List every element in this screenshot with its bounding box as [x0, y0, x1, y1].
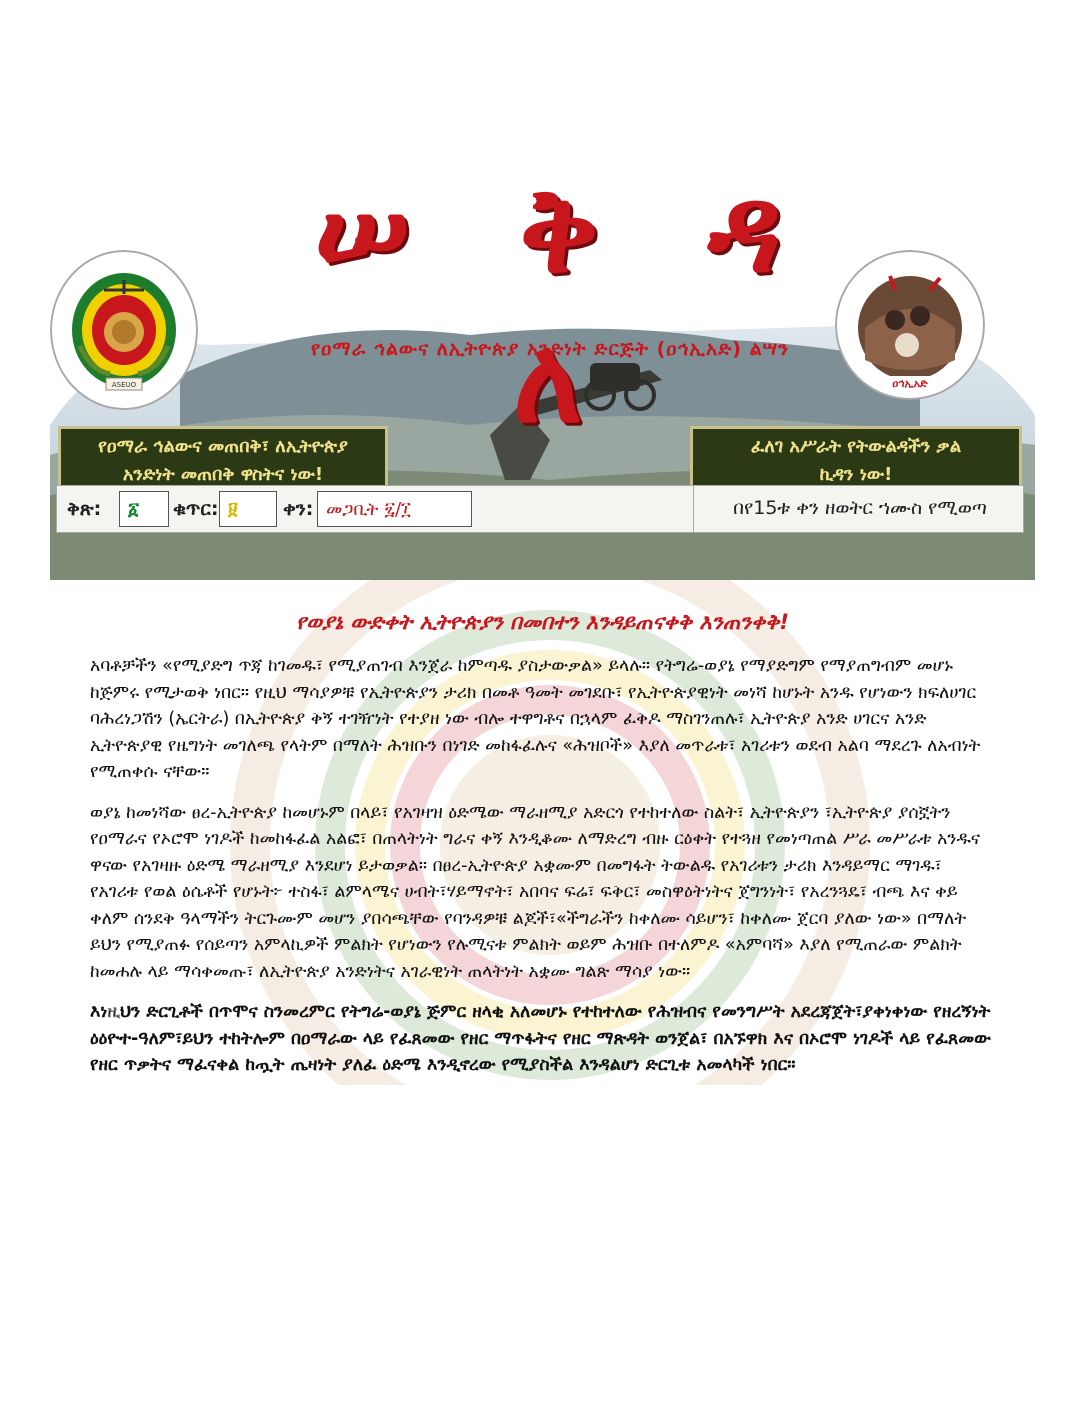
motto-box-right: [690, 426, 1022, 490]
number-label: ቁጥር:: [173, 498, 219, 520]
organization-seal-left: [50, 250, 198, 410]
article-paragraph-3: እነዚህን ድርጊቶች በጥሞና ስንመረምር የትግሬ-ወያኔ ጅምር ዘላቂ አለመሆኑ የተከተለው የሕዝብና የመንግሥት አደረጃጀት፣ያቀነቀነው የዘረኝነት ዕዕዮተ-ዓለም፣ይህን ተከትሎም በዐማራው ላይ የፈጸመው የዘር ማጥፋትና የዘር ማጽዳት ወንጀል፣ በአኙዋክ እና በኦሮሞ ነገዶች ላይ የፈጸመው የዘር ጥቃትና ማፈናቀል ከጧት ጤዛነት ያለፈ ዕድሜ እንዲኖረው የሚያስችል እንዳልሆነ ድርጊቱ አመላካች ነበር።: [90, 1002, 991, 1075]
masthead: [50, 160, 1035, 540]
newspaper-subtitle: የዐማራ ኅልውና ለኢትዮጵያ አንድነት ድርጅት (ዐኅኢአድ) ልሣን: [310, 338, 790, 360]
motto-left-line-2: አንድነት መጠበቅ ዋስትና ነው!: [122, 464, 324, 485]
article-paragraph-2: ወያኔ ከመነሻው ፀረ-ኢትዮጵያ ከመሆኑም በላይ፣ የአገዛዝ ዕድሜው ማራዘሚያ አድርጎ የተከተለው ስልት፣ ኢትዮጵያን ፣ኢትዮጵያ ያሰኟትን የዐማራና የኦሮሞ ነገዶች ከመከፋፈል አልፎ፣ በጠላትነት ግራና ቀኝ እንዲቆሙ ለማድረግ ብዙ ርዕቀት የተጓዘ የመነጣጠል ሥራ መሥራቱ አንዱና ዋናው የአገዛዙ ዕድሜ ማራዘሚያ እንደሆነ ይታወቃል። በፀረ-ኢትዮጵያ አቋሙም በመግፋት ትውልዱ የአገሪቱን ታሪክ እንዳይማር ማገዱ፣ የአገሪቱ የወል ዕሴቶች የሆኑት፦ ተስፋ፣ ልምላሜና ሀብት፣ሃይማኖት፣ አበባና ፍሬ፣ ፍቅር፣ መስዋዕትነትና ጀግንነት፣ የአረንጓዴ፣ ብጫ እና ቀይ ቀለም ሰንደቅ ዓላማችን ትርጉሙም መሆን ያበሳጫቸው የባንዳዎቹ ልጆች፣«ችግራችን ከቀለሙ ሳይሆን፣ ከቀለሙ ጀርባ ያለው ነው» በማለት ይህን የሚያጠፉ የሰይጣን አምላኪዎች ምልክት የሆነውን የሉሚናቱ ምልክት ወይም ሕዝቡ በተለምዶ «አምባሻ» እያለ የሚጠራው ምልክት ከመሐሉ ላይ ማሳቀመጡ፣ ለኢትዮጵያ አንድነትና አገራዊነት ጠላትነት አቋሙ ግልጽ ማሳያ ነው።: [90, 802, 981, 982]
seal-right-bottom-text: ዐኅኢአድ: [892, 377, 928, 390]
motto-right-line-2: ኪዳን ነው!: [819, 464, 893, 485]
article-paragraph-1: አባቶቻችን «የሚያድግ ጥጃ ከገመዱ፣ የሚያጠገብ እንጀራ ከምጣዱ ያስታውቃል» ይላሉ። የትግሬ-ወያኔ የማያድግም የማያጠግብም መሆኑ ከጅምሩ የሚታወቅ ነበር። የዚህ ማሳያዎቹ የኢትዮጵያን ታሪክ በመቶ ዓመት መገደቡ፣ የኢትዮጵያዊነት መነሻ ከሆኑት አንዱ የሆነውን ክፍለሀገር ባሕረነጋሽን (ኤርትራ) በኢትዮጵያ ቅኝ ተገዥነት የተያዘ ነው ብሎ ተዋግቶና በኋላም ፈቅዶ ማስገንጠሉ፣ ኢትዮጵያ አንድ ሀገርና አንድ ኢትዮጵያዊ የዜግነት መገለጫ የላትም በማለት ሕዝቡን በነገድ መከፋፈሉና «ሕዝቦች» እያለ መጥራቱ፣ አገሪቱን ወደብ አልባ ማደረጉ ለአብነት የሚጠቀሱ ናቸው።: [90, 656, 981, 782]
newspaper-title: ሠ ቅ ዳ ለ: [314, 160, 816, 449]
date-value: መጋቢት ፯/፲: [317, 491, 472, 527]
date-label: ቀን:: [283, 498, 314, 520]
article-headline: የወያኔ ውድቀት ኢትዮጵያን በመበተን እንዳይጠናቀቅ እንጠንቀቅ!: [296, 610, 789, 634]
article: [90, 610, 995, 1093]
motto-left-line-1: የዐማራ ኅልውና መጠበቅ፣ ለኢትዮጵያ: [98, 436, 348, 457]
organization-seal-right: [835, 250, 985, 400]
publication-frequency: በየ15ቱ ቀን ዘወትር ኀሙስ የሚወጣ: [693, 485, 1026, 533]
volume-value: ፩: [119, 491, 169, 527]
seal-left-abbr: ASEUO: [111, 381, 137, 389]
volume-label: ቅጽ:: [67, 498, 102, 520]
motto-box-left: [58, 426, 388, 490]
motto-right-line-1: ፈለገ አሥራት የትውልዳችን ቃል: [750, 436, 962, 457]
issue-info-bar: [56, 485, 1024, 533]
number-value: ፱: [219, 491, 277, 527]
